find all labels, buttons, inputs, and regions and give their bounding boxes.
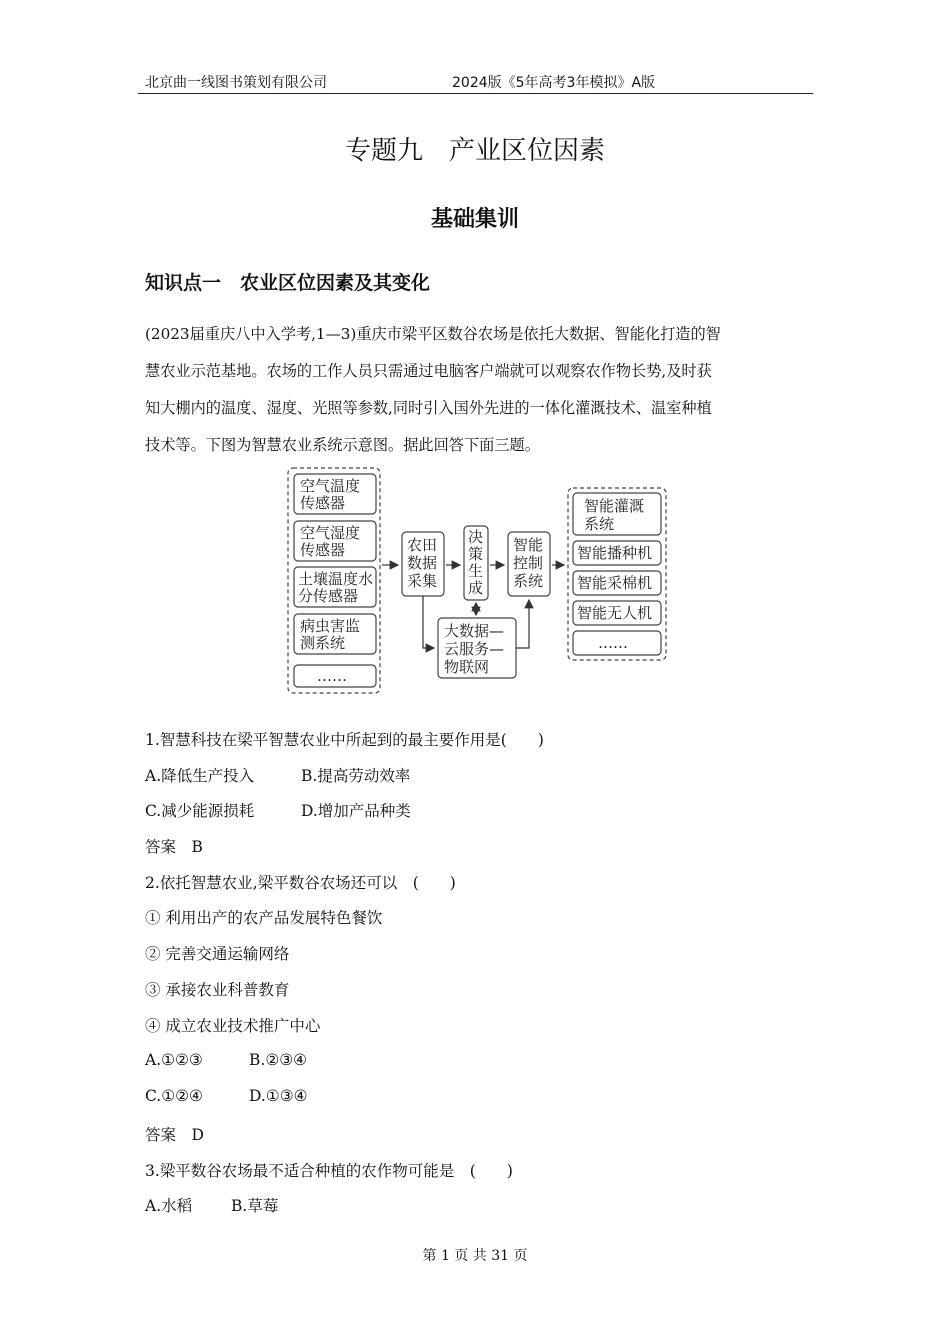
control-line-2: 控制	[513, 554, 544, 572]
q2-option-d: D.①③④	[249, 1087, 308, 1105]
q3-stem: 3.梁平数谷农场最不适合种植的农作物可能是 ( )	[145, 1162, 513, 1180]
cloud-line-2: 云服务—	[444, 640, 505, 658]
collect-line-2: 数据	[407, 554, 438, 572]
intro-line-4: 技术等。下图为智慧农业系统示意图。据此回答下面三题。	[145, 436, 540, 454]
sensor-more: ……	[317, 667, 347, 685]
decide-line-2: 策	[468, 545, 484, 563]
decide-line-3: 生	[468, 562, 484, 580]
output-2: 智能播种机	[577, 544, 653, 562]
q1-option-d: D.增加产品种类	[301, 802, 411, 820]
q1-answer: 答案 B	[145, 838, 203, 856]
sensor-1-line-1: 空气温度	[300, 477, 361, 495]
section-heading: 知识点一 农业区位因素及其变化	[145, 272, 431, 294]
smart-agriculture-diagram	[280, 462, 680, 698]
intro-line-1: (2023届重庆八中入学考,1—3)重庆市梁平区数谷农场是依托大数据、智能化打造的智	[145, 325, 721, 343]
sensor-2-line-1: 空气湿度	[300, 524, 361, 542]
q2-stem: 2.依托智慧农业,梁平数谷农场还可以 ( )	[145, 874, 456, 892]
q2-item-3: ③ 承接农业科普教育	[145, 981, 290, 999]
q1-option-b: B.提高劳动效率	[301, 767, 411, 785]
q2-option-c: C.①②④	[145, 1087, 203, 1105]
page-subtitle: 基础集训	[430, 207, 519, 232]
output-more: ……	[598, 634, 628, 652]
sensor-2-line-2: 传感器	[300, 541, 346, 559]
sensor-1-line-2: 传感器	[300, 494, 346, 512]
q3-option-b: B.草莓	[231, 1197, 279, 1215]
page-title: 专题九 产业区位因素	[344, 136, 605, 166]
decide-line-1: 决	[468, 528, 484, 546]
output-1-line-1: 智能灌溉	[584, 497, 645, 515]
q1-option-a: A.降低生产投入	[145, 767, 255, 785]
collect-line-1: 农田	[407, 536, 438, 554]
page-footer: 第 1 页 共 31 页	[422, 1248, 528, 1264]
sensor-4-line-1: 病虫害监	[300, 617, 361, 635]
q2-answer: 答案 D	[145, 1126, 204, 1144]
control-line-3: 系统	[513, 572, 544, 590]
q2-item-1: ① 利用出产的农产品发展特色餐饮	[145, 909, 383, 927]
intro-line-3: 知大棚内的温度、湿度、光照等参数,同时引入国外先进的一体化灌溉技术、温室种植	[145, 399, 712, 417]
sensor-3-line-1: 土壤温度水	[298, 570, 374, 588]
q3-option-a: A.水稻	[145, 1197, 193, 1215]
cloud-line-3: 物联网	[444, 658, 490, 676]
intro-line-2: 慧农业示范基地。农场的工作人员只需通过电脑客户端就可以观察农作物长势,及时获	[145, 362, 712, 380]
q1-stem: 1.智慧科技在梁平智慧农业中所起到的最主要作用是( )	[145, 731, 544, 749]
output-1-line-2: 系统	[584, 515, 615, 533]
decide-line-4: 成	[468, 579, 484, 597]
header-edition: 2024版《5年高考3年模拟》A版	[452, 75, 656, 91]
cloud-line-1: 大数据—	[444, 622, 505, 640]
control-line-1: 智能	[513, 536, 544, 554]
output-4: 智能无人机	[577, 604, 653, 622]
q2-option-a: A.①②③	[145, 1051, 203, 1069]
q2-item-2: ② 完善交通运输网络	[145, 945, 290, 963]
output-3: 智能采棉机	[577, 574, 653, 592]
sensor-3-line-2: 分传感器	[298, 587, 359, 605]
sensor-4-line-2: 测系统	[300, 634, 346, 652]
q2-option-b: B.②③④	[249, 1051, 308, 1069]
q1-option-c: C.减少能源损耗	[145, 802, 255, 820]
header-publisher: 北京曲一线图书策划有限公司	[145, 75, 327, 91]
collect-line-3: 采集	[407, 572, 438, 590]
q2-item-4: ④ 成立农业技术推广中心	[145, 1017, 321, 1035]
header-rule	[138, 93, 813, 94]
